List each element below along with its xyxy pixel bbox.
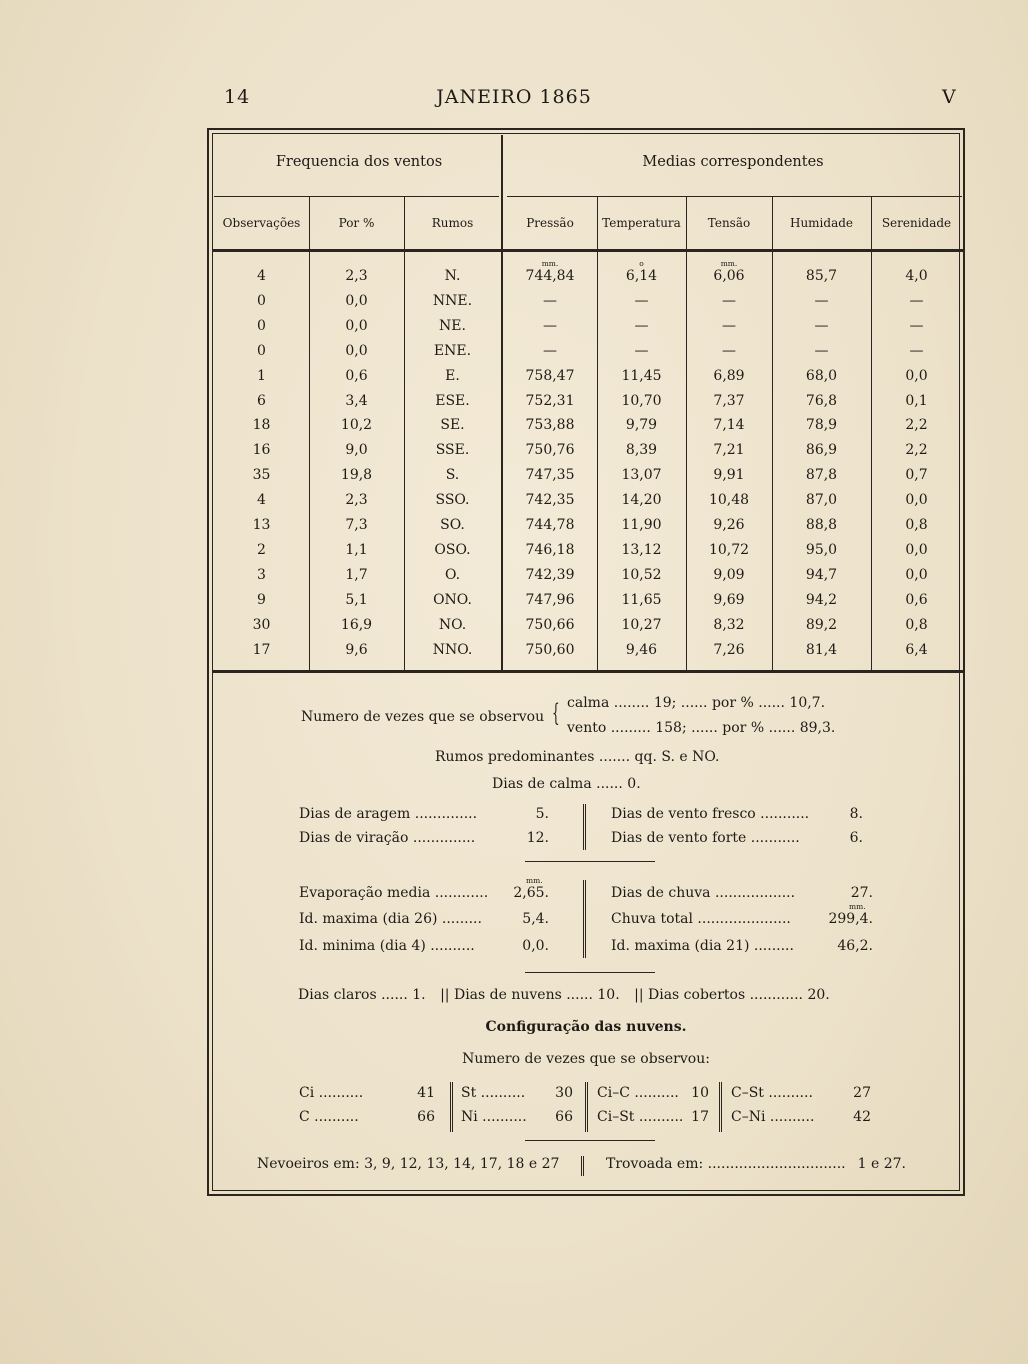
chuva-max-label: Id. maxima (dia 21) — [611, 938, 750, 954]
table-cell: SSE. — [435, 442, 470, 459]
table-cell: 89,2 — [805, 616, 838, 633]
vento-value: 158; — [655, 720, 687, 736]
table-row — [209, 617, 967, 642]
cloud-entry — [597, 1109, 709, 1125]
divider-cloud-1 — [450, 1082, 453, 1132]
table-cell: 18 — [252, 417, 271, 434]
evap-label: Evaporação media — [299, 885, 431, 901]
table-cell: 0,0 — [345, 342, 368, 359]
table-cell: 6,14 — [625, 268, 658, 284]
table-cell: 9,69 — [713, 591, 745, 608]
cloud-entry — [461, 1085, 573, 1101]
table-cell: 16 — [252, 442, 271, 459]
cloud-label: Ci–St — [597, 1109, 635, 1125]
table-cell: SSO. — [435, 492, 470, 509]
chuva-unit: mm. — [849, 902, 866, 911]
cloud-value: 27 — [853, 1085, 871, 1101]
cloud-entry — [731, 1109, 871, 1125]
table-cell: 9 — [257, 591, 266, 608]
table-cell: 742,39 — [525, 566, 575, 583]
table-cell: 6,06 — [713, 268, 745, 284]
cloud-entry — [731, 1085, 871, 1101]
leader-dots: .......... — [763, 1085, 813, 1101]
separator-3 — [525, 1140, 655, 1141]
leader-dots: .......... — [314, 1085, 364, 1101]
table-cell: 758,47 — [525, 367, 575, 384]
table-cell: 7,37 — [713, 392, 745, 409]
cloud-value: 17 — [691, 1109, 709, 1125]
unit-tensao: mm. — [720, 259, 738, 268]
table-cell: 744,84 — [525, 268, 575, 284]
table-cell: 87,0 — [805, 492, 838, 509]
table-cell: 0 — [257, 342, 266, 359]
divider-double-2 — [583, 880, 586, 958]
table-cell: 750,60 — [525, 641, 575, 658]
fresco-row: Dias de vento fresco ........... 8. — [611, 806, 863, 822]
table-cell: 10,70 — [621, 392, 662, 409]
vento-row: vento ......... 158; ...... por % ...... 89,3. — [567, 720, 836, 736]
table-cell: 7,21 — [713, 442, 745, 459]
dias-calma-row: Dias de calma ...... 0. — [492, 776, 641, 792]
table-cell: 10,72 — [708, 541, 750, 558]
table-cell: 85,7 — [805, 268, 838, 284]
viracao-value: 12. — [526, 830, 549, 846]
table-cell: 7,3 — [345, 517, 368, 533]
table-cell: 10,2 — [340, 417, 373, 434]
table-cell: 8,39 — [625, 442, 658, 459]
table-cell: O. — [444, 566, 461, 583]
table-cell: 68,0 — [805, 367, 838, 384]
table-row — [209, 318, 967, 343]
cloud-label: C — [299, 1109, 310, 1125]
table-row — [209, 567, 967, 592]
leader-dots: .......... — [477, 1109, 527, 1125]
table-cell: NNO. — [432, 641, 473, 658]
table-cell: 2,2 — [905, 442, 928, 459]
leader-dots: .......... — [309, 1109, 359, 1125]
cobertos-label: Dias cobertos — [648, 987, 746, 1003]
table-cell: 2,3 — [345, 268, 368, 284]
table-cell: 0 — [257, 292, 266, 309]
col-header-por: Por % — [338, 216, 375, 230]
vento-por-value: 89,3. — [799, 720, 836, 736]
col-header-rumos: Rumos — [431, 216, 474, 230]
table-cell: 746,18 — [525, 541, 575, 558]
table-cell: — — [814, 342, 829, 359]
table-row — [209, 642, 967, 667]
table-cell: 0,7 — [905, 467, 928, 484]
table-cell: — — [909, 317, 924, 334]
fresco-label: Dias de vento fresco — [611, 806, 756, 822]
header-bottom-rule — [213, 249, 963, 252]
table-cell: 10,52 — [621, 566, 662, 583]
page-number: 14 — [224, 86, 251, 108]
cloud-label: St — [461, 1085, 477, 1101]
table-cell: 744,78 — [525, 517, 575, 533]
table-cell: 7,14 — [713, 417, 745, 434]
table-cell: — — [814, 292, 829, 309]
cloud-value: 42 — [853, 1109, 871, 1125]
table-cell: 0 — [257, 317, 266, 334]
nevoeiros-row — [257, 1156, 559, 1172]
table-row — [209, 542, 967, 567]
table-bottom-rule — [213, 670, 963, 673]
table-cell: 17 — [252, 641, 271, 658]
table-cell: — — [814, 317, 829, 334]
table-cell: 2 — [257, 541, 266, 558]
table-cell: 87,8 — [805, 467, 838, 484]
table-cell: 2,2 — [905, 417, 928, 434]
viracao-row: Dias de viração .............. 12. — [299, 830, 549, 846]
cloud-value: 66 — [555, 1109, 573, 1125]
leader-dots: .......... — [629, 1085, 679, 1101]
calma-por-label: por % — [711, 695, 754, 711]
table-cell: 13,12 — [621, 541, 662, 558]
nuvens-label: Dias de nuvens — [453, 987, 562, 1003]
table-cell: 4 — [257, 268, 266, 284]
chuva-dias-label: Dias de chuva — [611, 885, 711, 901]
table-cell: — — [909, 342, 924, 359]
table-row — [209, 268, 967, 293]
table-cell: 0,8 — [905, 517, 928, 533]
unit-pressao: mm. — [541, 259, 559, 268]
cloud-label: C–St — [731, 1085, 764, 1101]
group-header-medias: Medias correspondentes — [642, 154, 824, 170]
calma-label: calma — [567, 695, 610, 711]
cloud-entry — [597, 1085, 709, 1101]
table-cell: 750,66 — [525, 616, 575, 633]
chuva-total-label: Chuva total — [611, 911, 693, 927]
table-row — [209, 592, 967, 617]
calma-row: calma ........ 19; ...... por % ...... 10,7. — [567, 695, 826, 711]
cloud-value: 30 — [555, 1085, 573, 1101]
table-cell: 742,35 — [525, 492, 575, 509]
leader-dots: .......... — [476, 1085, 526, 1101]
signature-mark: V — [942, 86, 957, 108]
brace: { — [552, 699, 560, 727]
config-title: Configuração das nuvens. — [485, 1019, 687, 1035]
table-cell: 9,91 — [713, 467, 745, 484]
config-subtitle: Numero de vezes que se observou: — [462, 1051, 710, 1067]
table-cell: ESE. — [435, 392, 470, 409]
evap-unit: mm. — [526, 876, 543, 885]
col-header-tensao: Tensão — [707, 216, 751, 230]
table-cell: E. — [445, 367, 460, 384]
nuvens-value: 10. — [597, 987, 620, 1003]
table-cell: 752,31 — [525, 392, 575, 409]
table-cell: 14,20 — [621, 492, 662, 509]
table-cell: 35 — [252, 467, 271, 484]
evap-min-row: Id. minima (dia 4) .......... 0,0. — [299, 938, 549, 954]
cloud-label: C–Ni — [731, 1109, 766, 1125]
forte-label: Dias de vento forte — [611, 830, 747, 846]
table-cell: — — [909, 292, 924, 309]
table-cell: 78,9 — [805, 417, 838, 434]
forte-row: Dias de vento forte ........... 6. — [611, 830, 863, 846]
page-title: JANEIRO 1865 — [436, 86, 592, 108]
cloud-label: Ci — [299, 1085, 315, 1101]
evap-value: 2,65. — [513, 885, 549, 901]
observed-label: Numero de vezes que se observou — [301, 709, 545, 725]
table-cell: 30 — [252, 616, 271, 633]
table-cell: NO. — [438, 616, 467, 633]
table-cell: 4 — [257, 492, 266, 509]
table-cell: 750,76 — [525, 442, 575, 459]
table-cell: — — [543, 317, 557, 334]
evap-min-value: 0,0. — [522, 938, 549, 954]
calma-por-value: 10,7. — [789, 695, 826, 711]
dias-calma-label: Dias de calma — [492, 776, 592, 792]
cobertos-value: 20. — [807, 987, 830, 1003]
group-rule-left — [214, 196, 499, 197]
col-header-humidade: Humidade — [789, 216, 854, 230]
table-cell: 1,7 — [345, 566, 368, 583]
forte-value: 6. — [849, 830, 863, 846]
table-cell: 0,1 — [905, 392, 928, 409]
table-row — [209, 492, 967, 517]
table-cell: ENE. — [433, 342, 472, 359]
dias-calma-value: 0. — [627, 776, 641, 792]
table-cell: 7,26 — [713, 641, 745, 658]
table-cell: 747,96 — [525, 591, 575, 608]
table-cell: 76,8 — [805, 392, 838, 409]
table-cell: 0,6 — [905, 591, 928, 608]
divider-double-1 — [583, 804, 586, 850]
table-cell: — — [634, 292, 649, 309]
table-row — [209, 517, 967, 542]
table-cell: 0,0 — [905, 492, 928, 509]
cloud-value: 66 — [417, 1109, 435, 1125]
table-cell: 747,35 — [525, 467, 575, 484]
separator-1 — [525, 861, 655, 862]
table-row — [209, 417, 967, 442]
table-cell: — — [543, 342, 557, 359]
aragem-label: Dias de aragem — [299, 806, 411, 822]
table-cell: 13,07 — [621, 467, 662, 484]
claros-row: Dias claros ...... 1. || Dias de nuvens ...... 10. || Dias cobertos ............ 20. — [298, 987, 830, 1003]
vento-label: vento — [567, 720, 607, 736]
table-cell: 8,32 — [713, 616, 745, 633]
table-cell: 0,6 — [345, 367, 368, 384]
table-cell: 6,4 — [905, 641, 928, 658]
col-header-serenidade: Serenidade — [881, 216, 952, 230]
table-row — [209, 467, 967, 492]
table-cell: — — [722, 317, 736, 334]
col-header-temperatura: Temperatura — [602, 216, 681, 230]
table-cell: N. — [444, 268, 461, 284]
trovoada-value: 1 e 27. — [857, 1156, 906, 1172]
group-header-frequencia: Frequencia dos ventos — [275, 154, 443, 170]
table-cell: 9,0 — [345, 442, 368, 459]
claros-label: Dias claros — [298, 987, 377, 1003]
nevoeiros-label: Nevoeiros em: — [257, 1156, 360, 1172]
cloud-label: Ci–C — [597, 1085, 630, 1101]
rumos-label: Rumos predominantes — [435, 749, 595, 765]
claros-value: 1. — [412, 987, 426, 1003]
table-cell: 6 — [257, 392, 266, 409]
table-cell: 0,0 — [905, 541, 928, 558]
cloud-entry — [461, 1109, 573, 1125]
unit-temperatura: o — [639, 259, 644, 268]
nevoeiros-value: 3, 9, 12, 13, 14, 17, 18 e 27 — [364, 1156, 560, 1172]
chuva-total-row: Chuva total ..................... 299,4. — [611, 911, 873, 927]
table-cell: 88,8 — [805, 517, 838, 533]
table-cell: 10,48 — [708, 492, 750, 509]
table-cell: 0,0 — [345, 317, 368, 334]
divider-cloud-2 — [585, 1082, 588, 1132]
table-cell: 0,0 — [345, 292, 368, 309]
table-cell: 753,88 — [525, 417, 575, 434]
cloud-label: Ni — [461, 1109, 478, 1125]
fresco-value: 8. — [849, 806, 863, 822]
table-cell: 16,9 — [340, 616, 373, 633]
table-cell: 94,7 — [805, 566, 838, 583]
table-cell: 0,8 — [905, 616, 928, 633]
rumos-value: qq. S. e NO. — [634, 749, 720, 765]
table-cell: 11,65 — [621, 591, 662, 608]
table-cell: 1 — [257, 367, 266, 384]
table-cell: 4,0 — [905, 268, 928, 284]
chuva-max-value: 46,2. — [837, 938, 873, 954]
table-cell: 81,4 — [805, 641, 838, 658]
table-cell: 9,26 — [713, 517, 745, 533]
evap-max-label: Id. maxima (dia 26) — [299, 911, 438, 927]
table-cell: OSO. — [434, 541, 471, 558]
cloud-entry — [299, 1085, 435, 1101]
table-cell: — — [543, 292, 557, 309]
table-cell: — — [634, 317, 649, 334]
col-header-pressao: Pressão — [526, 216, 574, 230]
table-cell: 1,1 — [345, 541, 368, 558]
evap-max-row: Id. maxima (dia 26) ......... 5,4. — [299, 911, 549, 927]
leader-dots: .......... — [765, 1109, 815, 1125]
cloud-entry — [299, 1109, 435, 1125]
table-cell: 9,6 — [345, 641, 368, 658]
table-frame — [207, 128, 965, 1196]
table-cell: 13 — [252, 517, 271, 533]
table-cell: SE. — [440, 417, 465, 434]
col-header-observacoes: Observações — [222, 216, 301, 230]
table-row — [209, 343, 967, 368]
table-cell: 3 — [257, 566, 266, 583]
table-cell: — — [722, 342, 736, 359]
table-cell: — — [722, 292, 736, 309]
table-cell: 0,0 — [905, 367, 928, 384]
evap-min-label: Id. minima (dia 4) — [299, 938, 426, 954]
group-rule-right — [507, 196, 962, 197]
table-cell: 9,09 — [713, 566, 745, 583]
evap-row: Evaporação media ............ 2,65. — [299, 885, 549, 901]
aragem-value: 5. — [535, 806, 549, 822]
table-cell: 2,3 — [345, 492, 368, 509]
table-cell: 11,45 — [621, 367, 662, 384]
divider-cloud-3 — [719, 1082, 722, 1132]
calma-value: 19; — [653, 695, 677, 711]
vento-por-label: por % — [722, 720, 765, 736]
table-cell: 86,9 — [805, 442, 838, 459]
table-row — [209, 442, 967, 467]
table-cell: ONO. — [433, 591, 472, 608]
table-cell: 5,1 — [345, 591, 368, 608]
table-cell: NE. — [439, 317, 466, 334]
chuva-dias-value: 27. — [850, 885, 873, 901]
leader-dots: .......... — [634, 1109, 684, 1125]
table-cell: SO. — [440, 517, 465, 533]
cloud-value: 10 — [691, 1085, 709, 1101]
table-cell: S. — [445, 467, 460, 484]
table-cell: NNE. — [432, 292, 473, 309]
table-row — [209, 393, 967, 418]
table-row — [209, 368, 967, 393]
table-cell: 95,0 — [805, 541, 838, 558]
table-cell: 10,27 — [621, 616, 662, 633]
table-cell: 9,46 — [625, 641, 658, 658]
aragem-row: Dias de aragem .............. 5. — [299, 806, 549, 822]
table-row — [209, 293, 967, 318]
cloud-value: 41 — [417, 1085, 435, 1101]
chuva-dias-row: Dias de chuva .................. 27. — [611, 885, 873, 901]
table-cell: 0,0 — [905, 566, 928, 583]
table-cell: 9,79 — [625, 417, 658, 434]
viracao-label: Dias de viração — [299, 830, 409, 846]
divider-nevoeiros — [581, 1156, 584, 1176]
table-cell: 94,2 — [805, 591, 838, 608]
evap-max-value: 5,4. — [522, 911, 549, 927]
rumos-row: Rumos predominantes ....... qq. S. e NO. — [435, 749, 720, 765]
trovoada-row: Trovoada em: ............................... 1 e 27. — [606, 1156, 906, 1172]
table-cell: 19,8 — [340, 467, 373, 484]
trovoada-label: Trovoada em: — [606, 1156, 704, 1172]
table-cell: 6,89 — [713, 367, 745, 384]
table-cell: 3,4 — [345, 392, 368, 409]
chuva-total-value: 299,4. — [828, 911, 873, 927]
chuva-max-row: Id. maxima (dia 21) ......... 46,2. — [611, 938, 873, 954]
table-cell: — — [634, 342, 649, 359]
table-cell: 11,90 — [621, 517, 662, 533]
separator-2 — [525, 972, 655, 973]
